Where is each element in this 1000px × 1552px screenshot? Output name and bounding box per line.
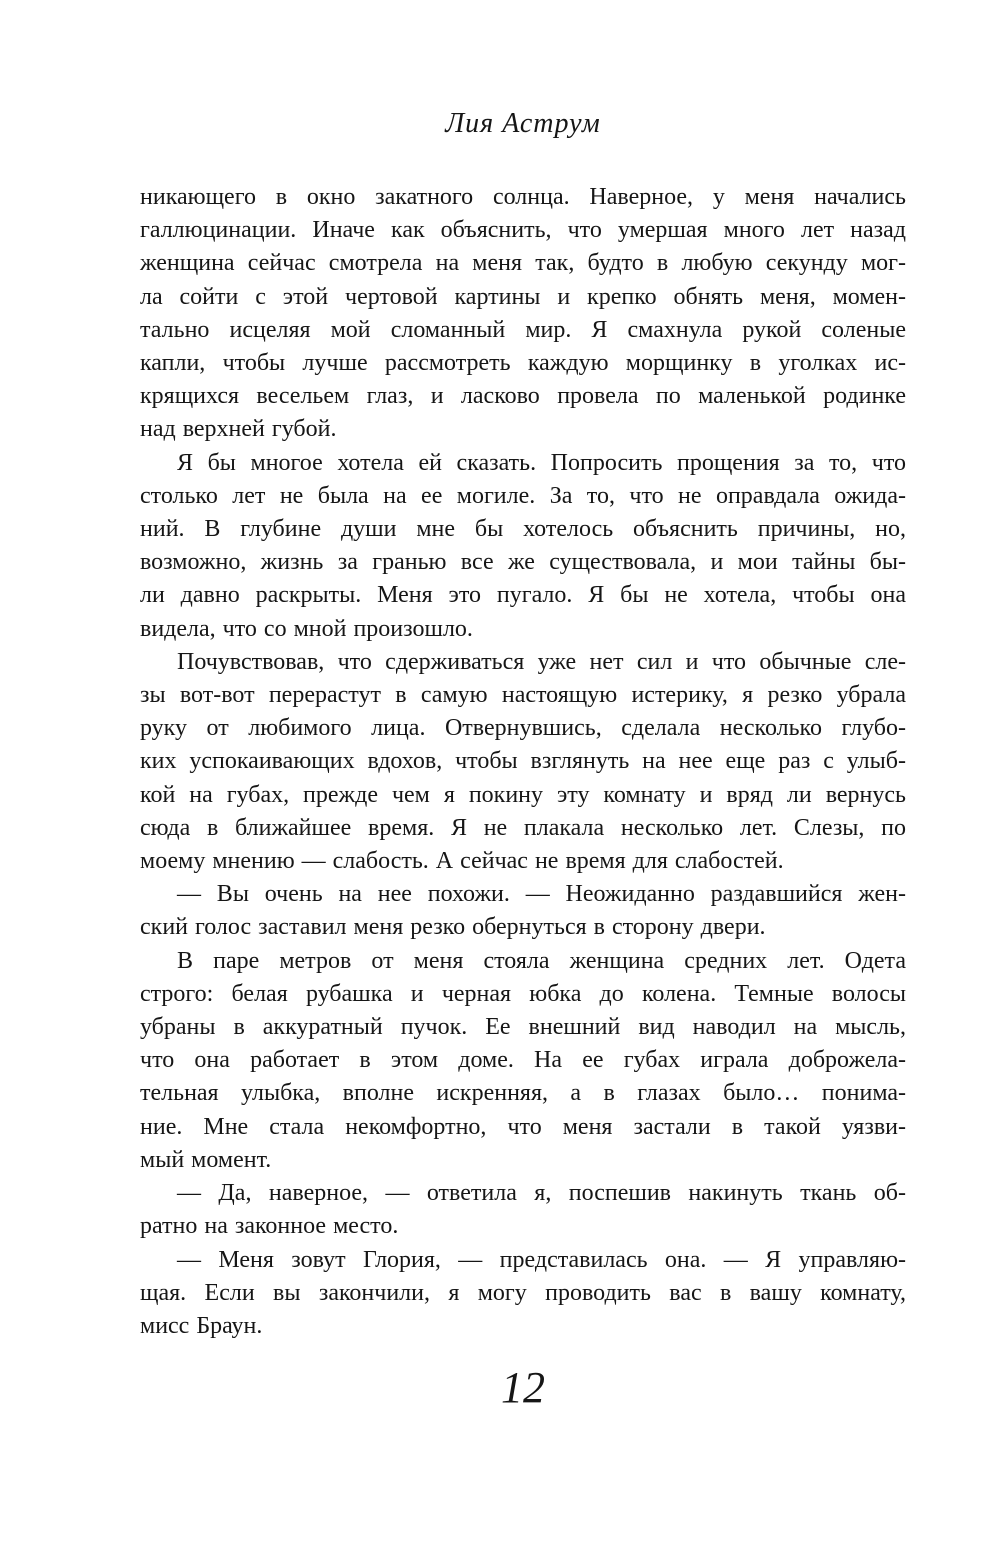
text-line: ский голос заставил меня резко обернуться в сторону двери. <box>140 914 766 941</box>
text-line: видела, что со мной произошло. <box>140 615 473 642</box>
text-line: мый момент. <box>140 1146 272 1173</box>
page-header-author: Лия Аструм <box>445 108 601 139</box>
text-line: крящихся весельем глаз, и ласково провела по маленькой родинке <box>140 383 906 410</box>
paragraph <box>140 646 906 878</box>
text-line: строго: белая рубашка и черная юбка до колена. Темные волосы <box>140 980 906 1007</box>
text-line: никающего в окно закатного солнца. Наверное, у меня начались <box>140 184 906 210</box>
text-line: убраны в аккуратный пучок. Ее внешний вид наводил на мысль, <box>140 1014 906 1041</box>
text-line: ла сойти с этой чертовой картины и крепко обнять меня, момен- <box>140 283 906 310</box>
text-line: ний. В глубине души мне бы хотелось объяснить причины, но, <box>140 516 906 543</box>
text-line: женщина сейчас смотрела на меня так, будто в любую секунду мог- <box>140 250 906 277</box>
paragraph <box>140 945 906 1177</box>
text-line: Почувствовав, что сдерживаться уже нет сил и что обычные сле- <box>177 648 906 675</box>
text-line: ратно на законное место. <box>140 1213 399 1240</box>
text-line: тально исцеляя мой сломанный мир. Я смахнула рукой соленые <box>140 316 906 343</box>
text-line: что она работает в этом доме. На ее губах играла доброжела- <box>140 1047 906 1074</box>
paragraph <box>140 878 906 944</box>
page-number: 12 <box>501 1363 545 1412</box>
text-line: возможно, жизнь за гранью все же существовала, и мои тайны бы- <box>140 549 906 576</box>
text-line: ких успокаивающих вдохов, чтобы взглянуть на нее еще раз с улыб- <box>140 748 906 775</box>
text-line: — Да, наверное, — ответила я, поспешив накинуть ткань об- <box>177 1180 906 1207</box>
paragraph <box>140 181 906 447</box>
text-line: кой на губах, прежде чем я покину эту комнату и вряд ли вернусь <box>140 781 906 808</box>
text-line: — Вы очень на нее похожи. — Неожиданно раздавшийся жен- <box>177 881 906 908</box>
text-line: столько лет не была на ее могиле. За то, что не оправдала ожида- <box>140 482 906 509</box>
text-line: над верхней губой. <box>140 416 337 443</box>
paragraph <box>140 1177 906 1243</box>
text-line: зы вот-вот перерастут в самую настоящую истерику, я резко убрала <box>140 682 906 709</box>
text-line: В паре метров от меня стояла женщина средних лет. Одета <box>177 947 906 974</box>
text-line: Я бы многое хотела ей сказать. Попросить прощения за то, что <box>177 449 906 476</box>
text-line: капли, чтобы лучше рассмотреть каждую морщинку в уголках ис- <box>140 350 906 377</box>
text-line: щая. Если вы закончили, я могу проводить вас в вашу комнату, <box>140 1279 906 1306</box>
text-line: сюда в ближайшее время. Я не плакала несколько лет. Слезы, по <box>140 814 906 841</box>
text-line: — Меня зовут Глория, — представилась она. — Я управляю- <box>177 1246 906 1273</box>
text-line: тельная улыбка, вполне искренняя, а в глазах было… понима- <box>140 1080 906 1107</box>
text-line: ли давно раскрыты. Меня это пугало. Я бы не хотела, чтобы она <box>140 582 906 609</box>
paragraph <box>140 447 906 646</box>
text-line: руку от любимого лица. Отвернувшись, сделала несколько глубо- <box>140 715 906 742</box>
text-line: моему мнению — слабость. А сейчас не время для слабостей. <box>140 848 784 875</box>
text-line: ние. Мне стала некомфортно, что меня застали в такой уязви- <box>140 1113 906 1140</box>
text-line: мисс Браун. <box>140 1312 263 1339</box>
text-line: галлюцинации. Иначе как объяснить, что умершая много лет назад <box>140 217 906 244</box>
paragraph <box>140 1244 906 1344</box>
page-body-text <box>140 181 906 1343</box>
